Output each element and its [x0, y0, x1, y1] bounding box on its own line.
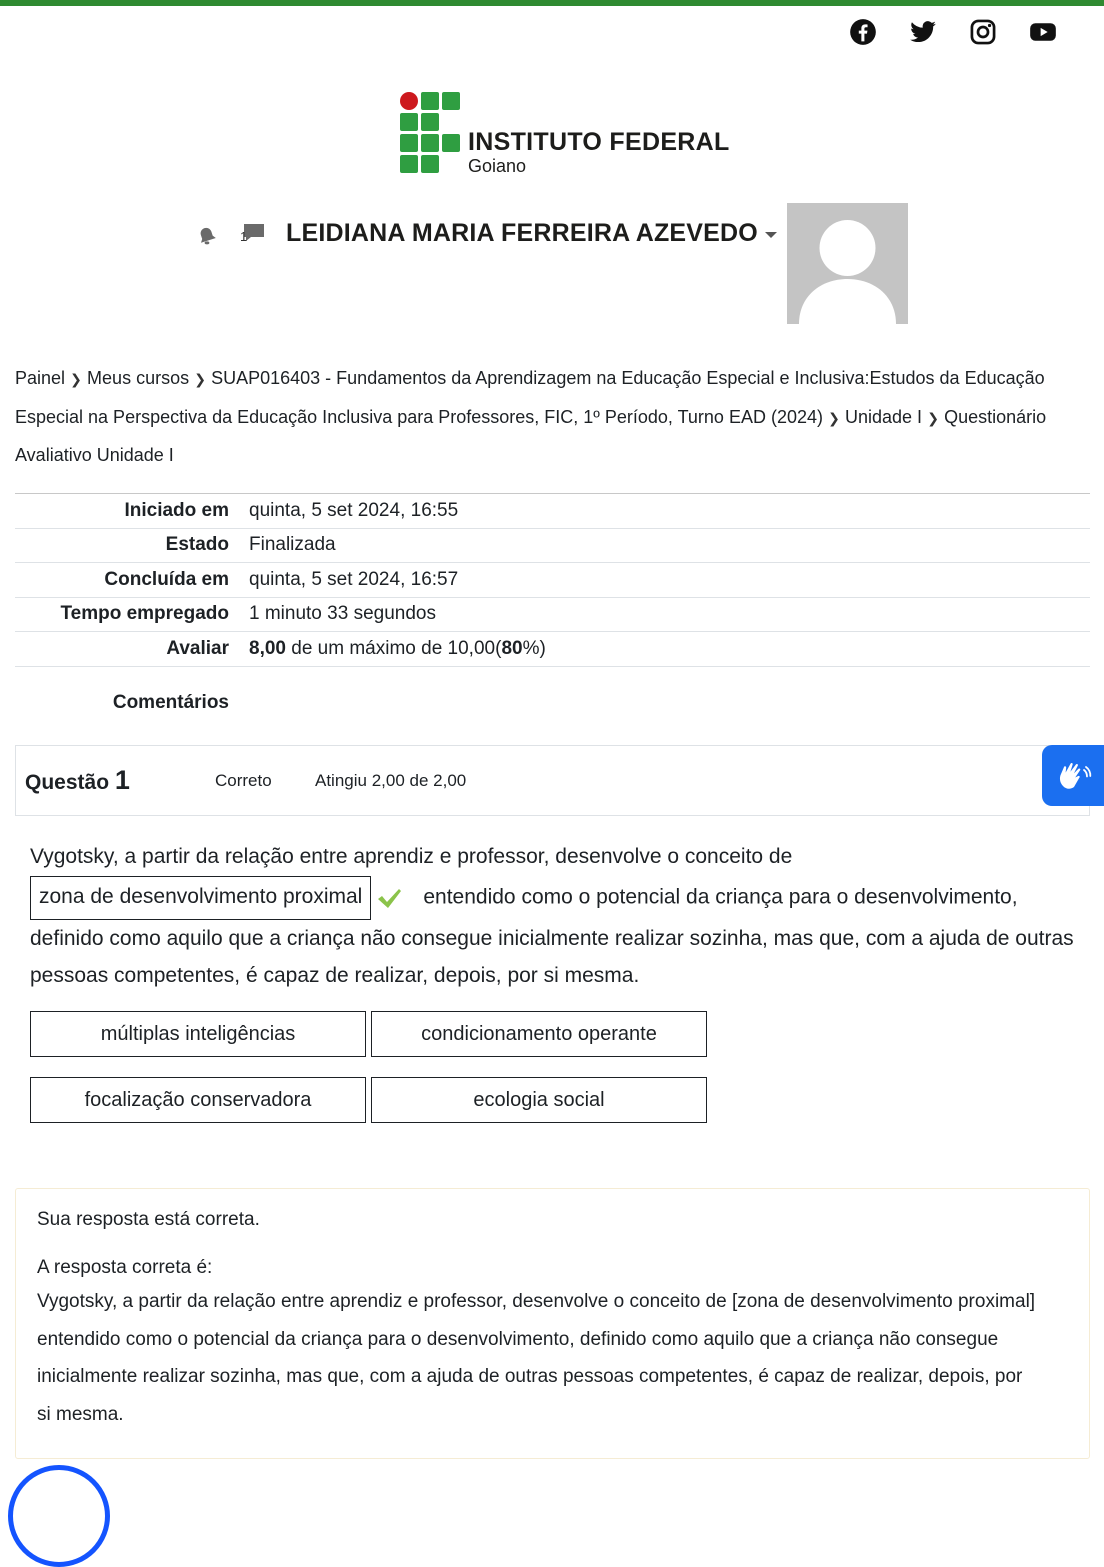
chevron-right-icon: ❯	[828, 409, 840, 426]
state-value: Finalizada	[249, 534, 336, 556]
breadcrumb	[15, 360, 1090, 475]
question-state: Correto	[215, 770, 272, 790]
question-text	[30, 838, 1090, 995]
ifg-logo-mark-icon	[400, 92, 460, 173]
chevron-down-icon[interactable]	[765, 232, 777, 238]
summary-row-completed	[15, 563, 1090, 598]
question-text-before: Vygotsky, a partir da relação entre aprendiz e professor, desenvolve o conceito de	[30, 845, 793, 868]
breadcrumb-painel[interactable]: Painel	[15, 368, 66, 388]
question-num: 1	[114, 765, 130, 795]
summary-row-comments	[15, 666, 1090, 716]
chevron-right-icon: ❯	[927, 409, 939, 426]
sign-language-hands-icon	[1053, 756, 1093, 796]
instagram-icon[interactable]	[966, 16, 1000, 48]
attempt-summary-table	[15, 493, 1090, 716]
vlibras-accessibility-button[interactable]	[1042, 745, 1104, 806]
chevron-right-icon: ❯	[70, 371, 82, 387]
choice-ecologia-social[interactable]: ecologia social	[371, 1077, 707, 1123]
feedback-status: Sua resposta está correta.	[37, 1209, 260, 1230]
state-label: Estado	[165, 534, 229, 556]
messages-button[interactable]	[240, 223, 266, 245]
started-value: quinta, 5 set 2024, 16:55	[249, 499, 459, 521]
avatar[interactable]	[787, 203, 908, 324]
grade-label: Avaliar	[166, 637, 229, 659]
grade-max: de um máximo de 10,00(	[285, 637, 502, 659]
site-logo[interactable]	[400, 92, 730, 175]
grade-value	[239, 632, 1090, 667]
breadcrumb-unidade[interactable]: Unidade I	[845, 406, 923, 427]
started-label: Iniciado em	[124, 499, 229, 521]
checkmark-icon	[375, 884, 403, 912]
logo-subtitle: Goiano	[468, 156, 527, 176]
completed-value: quinta, 5 set 2024, 16:57	[249, 568, 459, 590]
breadcrumb-course[interactable]: SUAP016403 - Fundamentos da Aprendizagem na Educação Especial e Inclusiva:Estudos da Educação Especial na Perspectiva da Educação Inclusiva para Professores, FIC, 1º Período, Turno EAD (2024)	[15, 368, 1045, 427]
summary-row-grade	[15, 632, 1090, 667]
user-menu-name[interactable]: LEIDIANA MARIA FERREIRA AZEVEDO	[286, 218, 758, 247]
chevron-right-icon: ❯	[194, 371, 206, 387]
choice-focalizacao-conservadora[interactable]: focalização conservadora	[30, 1077, 366, 1123]
summary-row-time	[15, 597, 1090, 632]
grade-percent: 80	[501, 637, 523, 659]
message-count-badge: 1	[240, 229, 248, 244]
time-label: Tempo empregado	[60, 603, 229, 625]
completed-label: Concluída em	[104, 568, 229, 590]
summary-row-started	[15, 494, 1090, 529]
question-text-after: entendido como o potencial da criança para o desenvolvimento, definido como aquilo que a criança não consegue inicialmente realizar sozinha, mas que, com a ajuda de outras pessoas competentes, é capaz de realizar, depois, por si mesma.	[30, 885, 1074, 987]
comments-label: Comentários	[112, 692, 229, 713]
twitter-icon[interactable]	[906, 16, 940, 48]
answer-choices	[30, 1011, 710, 1123]
time-value: 1 minuto 33 segundos	[249, 603, 436, 625]
grade-percent-sign: %)	[522, 637, 546, 659]
question-number	[25, 765, 215, 796]
question-grade: Atingiu 2,00 de 2,00	[315, 770, 467, 790]
drop-zone-answer[interactable]: zona de desenvolvimento proximal	[30, 876, 371, 920]
comments-value	[239, 666, 1090, 716]
grade-score: 8,00	[249, 637, 286, 659]
facebook-icon[interactable]	[846, 16, 880, 48]
feedback-correct-text: Vygotsky, a partir da relação entre aprendiz e professor, desenvolve o conceito de [zona de desenvolvimento proximal] entendido como o potencial da criança para o desenvolvimento, definido como aquilo que a criança não consegue inicialmente realizar sozinha, mas que, com a ajuda de outras pessoas competentes, é capaz de realizar, depois, por si mesma.	[37, 1291, 1036, 1425]
choice-condicionamento-operante[interactable]: condicionamento operante	[371, 1011, 707, 1057]
user-navigation	[196, 203, 777, 263]
question-label: Questão	[25, 771, 115, 794]
floating-circle-button[interactable]	[8, 1465, 110, 1567]
feedback-box	[15, 1188, 1090, 1459]
breadcrumb-questionario[interactable]: Questionário Avaliativo Unidade I	[15, 406, 1047, 465]
social-links	[846, 16, 1060, 48]
breadcrumb-meus-cursos[interactable]: Meus cursos	[87, 368, 190, 388]
youtube-icon[interactable]	[1026, 16, 1060, 48]
bell-icon[interactable]	[196, 225, 218, 247]
feedback-correct-label: A resposta correta é:	[37, 1257, 213, 1278]
choice-multiplas-inteligencias[interactable]: múltiplas inteligências	[30, 1011, 366, 1057]
question-info	[15, 745, 1090, 816]
user-silhouette-icon	[787, 203, 908, 324]
top-accent-bar	[0, 0, 1104, 6]
logo-title: INSTITUTO FEDERAL	[468, 128, 730, 156]
summary-row-state	[15, 528, 1090, 563]
